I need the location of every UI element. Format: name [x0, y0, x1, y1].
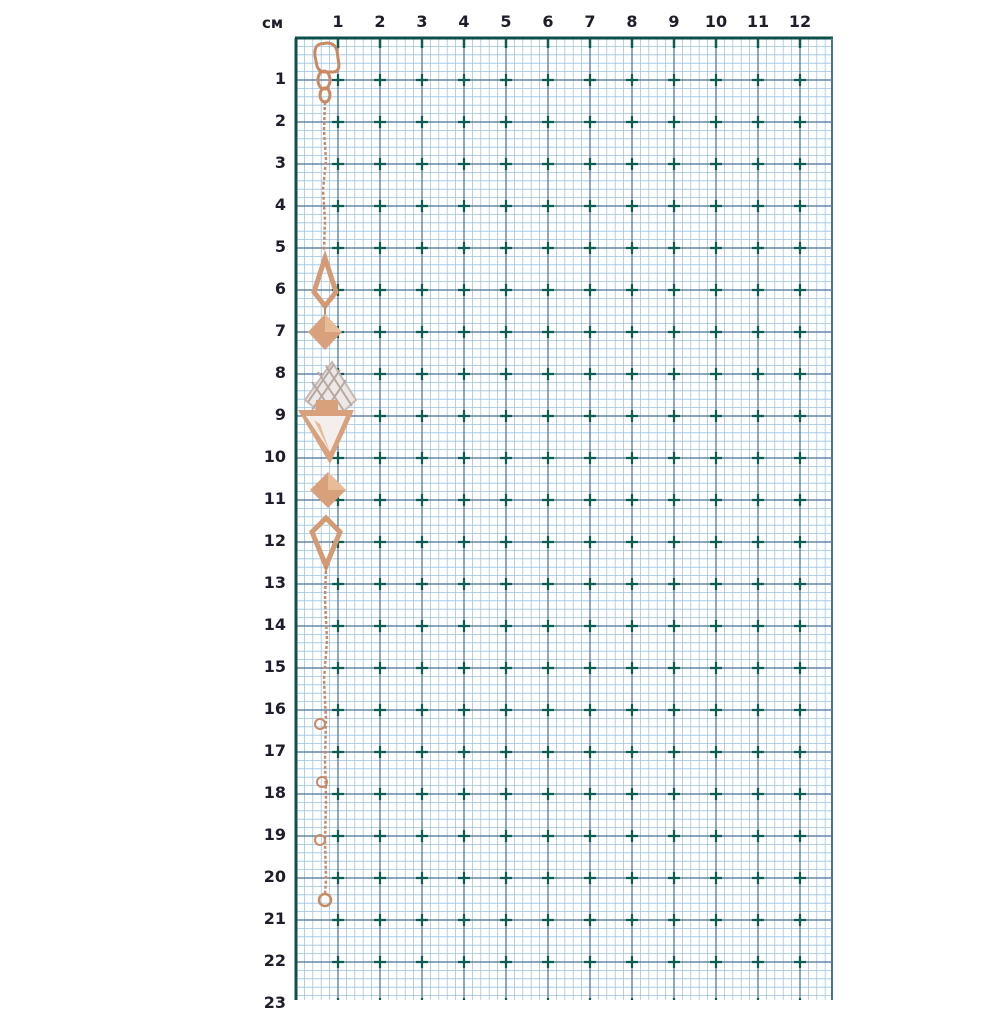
- row-label-14: 14: [263, 615, 286, 634]
- plus-icon: [710, 788, 722, 800]
- plus-icon: [374, 326, 386, 338]
- column-label-12: 12: [788, 12, 812, 31]
- plus-icon: [752, 536, 764, 548]
- plus-icon: [710, 704, 722, 716]
- plus-icon: [584, 74, 596, 86]
- plus-icon: [668, 830, 680, 842]
- plus-icon: [626, 242, 638, 254]
- plus-icon: [542, 914, 554, 926]
- plus-icon: [416, 410, 428, 422]
- plus-icon: [794, 410, 806, 422]
- plus-icon: [626, 620, 638, 632]
- plus-icon: [794, 536, 806, 548]
- plus-icon: [542, 788, 554, 800]
- plus-icon: [668, 536, 680, 548]
- plus-icon: [416, 578, 428, 590]
- plus-icon: [584, 536, 596, 548]
- plus-icon: [500, 620, 512, 632]
- plus-icon: [626, 872, 638, 884]
- plus-icon: [752, 704, 764, 716]
- plus-icon: [500, 536, 512, 548]
- plus-icon: [668, 452, 680, 464]
- plus-icon: [794, 74, 806, 86]
- plus-icon: [500, 410, 512, 422]
- plus-icon: [584, 662, 596, 674]
- plus-icon: [416, 242, 428, 254]
- plus-icon: [416, 662, 428, 674]
- plus-icon: [584, 620, 596, 632]
- plus-icon: [626, 914, 638, 926]
- plus-icon: [458, 620, 470, 632]
- row-label-12: 12: [263, 531, 286, 550]
- plus-icon: [416, 830, 428, 842]
- plus-icon: [416, 872, 428, 884]
- plus-icon: [458, 956, 470, 968]
- plus-icon: [668, 74, 680, 86]
- row-label-23: 23: [263, 993, 286, 1012]
- row-label-6: 6: [274, 279, 286, 298]
- plus-icon: [458, 116, 470, 128]
- plus-icon: [584, 578, 596, 590]
- plus-icon: [584, 242, 596, 254]
- plus-icon: [416, 326, 428, 338]
- plus-icon: [584, 830, 596, 842]
- plus-icon: [542, 368, 554, 380]
- plus-icon: [542, 284, 554, 296]
- plus-icon: [752, 662, 764, 674]
- plus-icon: [374, 578, 386, 590]
- row-label-2: 2: [274, 111, 286, 130]
- plus-icon: [710, 452, 722, 464]
- plus-icon: [500, 788, 512, 800]
- plus-icon: [710, 914, 722, 926]
- column-label-10: 10: [704, 12, 728, 31]
- row-label-5: 5: [274, 237, 286, 256]
- plus-icon: [752, 914, 764, 926]
- plus-icon: [500, 578, 512, 590]
- row-label-22: 22: [263, 951, 286, 970]
- plus-icon: [668, 368, 680, 380]
- plus-icon: [458, 284, 470, 296]
- plus-icon: [752, 452, 764, 464]
- plus-icon: [374, 788, 386, 800]
- plus-icon: [752, 242, 764, 254]
- plus-icon: [584, 326, 596, 338]
- plus-icon: [500, 284, 512, 296]
- plus-icon: [374, 200, 386, 212]
- major-grid-lines: [296, 38, 832, 1000]
- plus-icon: [374, 956, 386, 968]
- plus-icon: [458, 872, 470, 884]
- plus-icon: [374, 284, 386, 296]
- plus-icon: [542, 662, 554, 674]
- plus-icon: [374, 368, 386, 380]
- plus-icon: [374, 914, 386, 926]
- plus-icon: [668, 704, 680, 716]
- plus-icon: [458, 200, 470, 212]
- plus-icon: [416, 620, 428, 632]
- plus-icon: [710, 746, 722, 758]
- plus-icon: [332, 200, 344, 212]
- plus-icon: [710, 410, 722, 422]
- plus-icon: [626, 746, 638, 758]
- plus-icon: [332, 578, 344, 590]
- plus-icon: [458, 158, 470, 170]
- plus-icon: [752, 746, 764, 758]
- plus-icon: [584, 872, 596, 884]
- plus-icon: [542, 242, 554, 254]
- plus-icon: [668, 242, 680, 254]
- plus-icon: [500, 704, 512, 716]
- plus-icon: [710, 620, 722, 632]
- plus-icon: [710, 242, 722, 254]
- plus-icon: [794, 494, 806, 506]
- plus-icon: [332, 914, 344, 926]
- plus-icon: [668, 326, 680, 338]
- plus-icon: [458, 578, 470, 590]
- plus-icon: [416, 158, 428, 170]
- plus-icon: [752, 494, 764, 506]
- plus-icon: [500, 956, 512, 968]
- plus-icon: [584, 200, 596, 212]
- plus-icon: [794, 326, 806, 338]
- plus-icon: [626, 704, 638, 716]
- plus-icon: [332, 746, 344, 758]
- plus-icon: [794, 116, 806, 128]
- plus-icon: [668, 620, 680, 632]
- plus-icon: [752, 410, 764, 422]
- plus-icon: [584, 704, 596, 716]
- plus-icon: [416, 704, 428, 716]
- plus-icon: [584, 116, 596, 128]
- plus-icon: [542, 830, 554, 842]
- plus-icon: [416, 116, 428, 128]
- plus-icon: [458, 746, 470, 758]
- plus-icon: [458, 788, 470, 800]
- plus-icon: [794, 746, 806, 758]
- plus-icon: [500, 200, 512, 212]
- plus-icon: [416, 494, 428, 506]
- plus-icon: [626, 410, 638, 422]
- plus-icon: [416, 536, 428, 548]
- plus-icon: [500, 494, 512, 506]
- plus-icon: [710, 368, 722, 380]
- plus-icon: [626, 956, 638, 968]
- plus-icon: [374, 746, 386, 758]
- plus-icon: [710, 578, 722, 590]
- plus-icon: [374, 536, 386, 548]
- plus-icon: [794, 158, 806, 170]
- plus-icon: [710, 662, 722, 674]
- plus-icon: [752, 578, 764, 590]
- plus-icon: [794, 914, 806, 926]
- column-label-2: 2: [374, 12, 386, 31]
- column-label-8: 8: [626, 12, 638, 31]
- plus-icon: [794, 620, 806, 632]
- column-label-9: 9: [668, 12, 680, 31]
- plus-icon: [752, 872, 764, 884]
- plus-icon: [710, 326, 722, 338]
- plus-icon: [794, 704, 806, 716]
- plus-icon: [626, 662, 638, 674]
- plus-icon: [332, 74, 344, 86]
- plus-icon: [542, 536, 554, 548]
- plus-icon: [794, 452, 806, 464]
- plus-icon: [542, 410, 554, 422]
- plus-icon: [374, 662, 386, 674]
- row-label-20: 20: [263, 867, 286, 886]
- plus-icon: [416, 200, 428, 212]
- plus-icon: [794, 872, 806, 884]
- plus-icon: [752, 788, 764, 800]
- column-label-1: 1: [332, 12, 344, 31]
- plus-icon: [416, 788, 428, 800]
- row-label-13: 13: [263, 573, 286, 592]
- row-label-4: 4: [274, 195, 286, 214]
- row-label-7: 7: [274, 321, 286, 340]
- plus-icon: [668, 746, 680, 758]
- plus-icon: [458, 704, 470, 716]
- plus-icon: [500, 326, 512, 338]
- plus-icon: [416, 956, 428, 968]
- plus-icon: [668, 872, 680, 884]
- column-label-7: 7: [584, 12, 596, 31]
- fine-grid-lines: [296, 38, 832, 1000]
- plus-icon: [374, 872, 386, 884]
- plus-icon: [710, 200, 722, 212]
- unit-label: см: [262, 14, 284, 32]
- row-label-11: 11: [263, 489, 286, 508]
- plus-icon: [458, 662, 470, 674]
- column-label-3: 3: [416, 12, 428, 31]
- plus-icon: [374, 74, 386, 86]
- plus-icon: [752, 326, 764, 338]
- plus-icon: [542, 956, 554, 968]
- plus-icon: [374, 704, 386, 716]
- plus-icon: [500, 872, 512, 884]
- plus-icon: [332, 788, 344, 800]
- plus-icon: [626, 116, 638, 128]
- plus-icon: [374, 494, 386, 506]
- plus-icon: [752, 200, 764, 212]
- plus-icon: [458, 74, 470, 86]
- plus-icon: [416, 452, 428, 464]
- row-label-16: 16: [263, 699, 286, 718]
- plus-icon: [626, 578, 638, 590]
- plus-icon: [668, 284, 680, 296]
- plus-icon: [626, 536, 638, 548]
- plus-icon: [374, 830, 386, 842]
- plus-icon: [668, 494, 680, 506]
- plus-icon: [332, 956, 344, 968]
- plus-icon: [794, 830, 806, 842]
- plus-icon: [542, 326, 554, 338]
- plus-icon: [710, 74, 722, 86]
- plus-icon: [500, 116, 512, 128]
- plus-icon: [542, 704, 554, 716]
- plus-icon: [584, 452, 596, 464]
- plus-icon: [458, 242, 470, 254]
- plus-icon: [500, 746, 512, 758]
- plus-icon: [710, 872, 722, 884]
- plus-icon: [626, 200, 638, 212]
- plus-icon: [626, 494, 638, 506]
- plus-icon: [794, 368, 806, 380]
- plus-icon: [668, 116, 680, 128]
- plus-icon: [458, 536, 470, 548]
- plus-icon: [332, 116, 344, 128]
- plus-icon: [668, 200, 680, 212]
- plus-icon: [584, 788, 596, 800]
- plus-icon: [458, 914, 470, 926]
- row-label-10: 10: [263, 447, 286, 466]
- plus-icon: [374, 410, 386, 422]
- plus-icon: [500, 242, 512, 254]
- plus-icon: [752, 830, 764, 842]
- plus-icon: [542, 158, 554, 170]
- column-label-6: 6: [542, 12, 554, 31]
- row-label-3: 3: [274, 153, 286, 172]
- plus-icon: [794, 284, 806, 296]
- plus-icon: [374, 116, 386, 128]
- plus-icon: [752, 116, 764, 128]
- plus-icon: [542, 578, 554, 590]
- plus-icon: [542, 74, 554, 86]
- plus-icon: [332, 158, 344, 170]
- column-label-4: 4: [458, 12, 470, 31]
- plus-icon: [374, 452, 386, 464]
- plus-icon: [710, 284, 722, 296]
- plus-icon: [332, 662, 344, 674]
- plus-icon: [626, 326, 638, 338]
- plus-icon: [626, 158, 638, 170]
- plus-icon: [500, 452, 512, 464]
- plus-icon: [374, 242, 386, 254]
- plus-icon: [458, 494, 470, 506]
- plus-icon: [668, 410, 680, 422]
- plus-icon: [584, 914, 596, 926]
- plus-icon: [542, 746, 554, 758]
- plus-icon: [794, 578, 806, 590]
- plus-icon: [626, 284, 638, 296]
- plus-icon: [416, 746, 428, 758]
- plus-icon: [626, 830, 638, 842]
- row-label-19: 19: [263, 825, 286, 844]
- plus-icon: [332, 872, 344, 884]
- row-label-15: 15: [263, 657, 286, 676]
- row-label-9: 9: [274, 405, 286, 424]
- plus-icon: [584, 956, 596, 968]
- plus-icon: [500, 914, 512, 926]
- plus-icon: [626, 452, 638, 464]
- plus-icon: [374, 158, 386, 170]
- plus-icon: [584, 746, 596, 758]
- plus-icon: [668, 914, 680, 926]
- plus-icon: [626, 788, 638, 800]
- plus-icon: [752, 158, 764, 170]
- plus-icon: [500, 74, 512, 86]
- plus-icon: [542, 452, 554, 464]
- plus-icon: [752, 284, 764, 296]
- plus-icon: [794, 200, 806, 212]
- column-label-5: 5: [500, 12, 512, 31]
- plus-icon: [584, 158, 596, 170]
- plus-icon: [458, 410, 470, 422]
- plus-icon: [332, 242, 344, 254]
- plus-icon: [668, 158, 680, 170]
- plus-icon: [542, 494, 554, 506]
- plus-icon: [710, 830, 722, 842]
- plus-icon: [458, 452, 470, 464]
- plus-icon: [710, 536, 722, 548]
- plus-icon: [542, 620, 554, 632]
- plus-icon: [584, 494, 596, 506]
- plus-icon: [458, 326, 470, 338]
- plus-icon: [668, 578, 680, 590]
- plus-icon: [584, 410, 596, 422]
- plus-icon: [500, 830, 512, 842]
- plus-icon: [542, 116, 554, 128]
- plus-icon: [500, 662, 512, 674]
- row-label-17: 17: [263, 741, 286, 760]
- plus-icon: [542, 872, 554, 884]
- row-label-18: 18: [263, 783, 286, 802]
- plus-icon: [710, 158, 722, 170]
- plus-icon: [542, 200, 554, 212]
- plus-icon: [710, 494, 722, 506]
- plus-icon: [794, 788, 806, 800]
- plus-icon: [458, 830, 470, 842]
- plus-icon: [626, 368, 638, 380]
- row-label-1: 1: [274, 69, 286, 88]
- plus-icon: [500, 158, 512, 170]
- plus-icon: [710, 956, 722, 968]
- plus-icon: [752, 956, 764, 968]
- column-label-11: 11: [746, 12, 770, 31]
- plus-icon: [752, 620, 764, 632]
- plus-icon: [332, 704, 344, 716]
- row-label-8: 8: [274, 363, 286, 382]
- row-label-21: 21: [263, 909, 286, 928]
- plus-icon: [794, 956, 806, 968]
- plus-icon: [584, 368, 596, 380]
- plus-icon: [584, 284, 596, 296]
- plus-icon: [668, 662, 680, 674]
- plus-icon: [458, 368, 470, 380]
- plus-icon: [668, 956, 680, 968]
- plus-icon: [710, 116, 722, 128]
- plus-icon: [626, 74, 638, 86]
- plus-icon: [374, 620, 386, 632]
- plus-icon: [668, 788, 680, 800]
- plus-icon: [332, 830, 344, 842]
- plus-icon: [500, 368, 512, 380]
- plus-icon: [752, 368, 764, 380]
- plus-icon: [416, 284, 428, 296]
- plus-icon: [794, 662, 806, 674]
- plus-icon: [332, 620, 344, 632]
- plus-icon: [416, 368, 428, 380]
- plus-icon: [794, 242, 806, 254]
- plus-icon: [416, 914, 428, 926]
- plus-icon: [752, 74, 764, 86]
- plus-icon: [416, 74, 428, 86]
